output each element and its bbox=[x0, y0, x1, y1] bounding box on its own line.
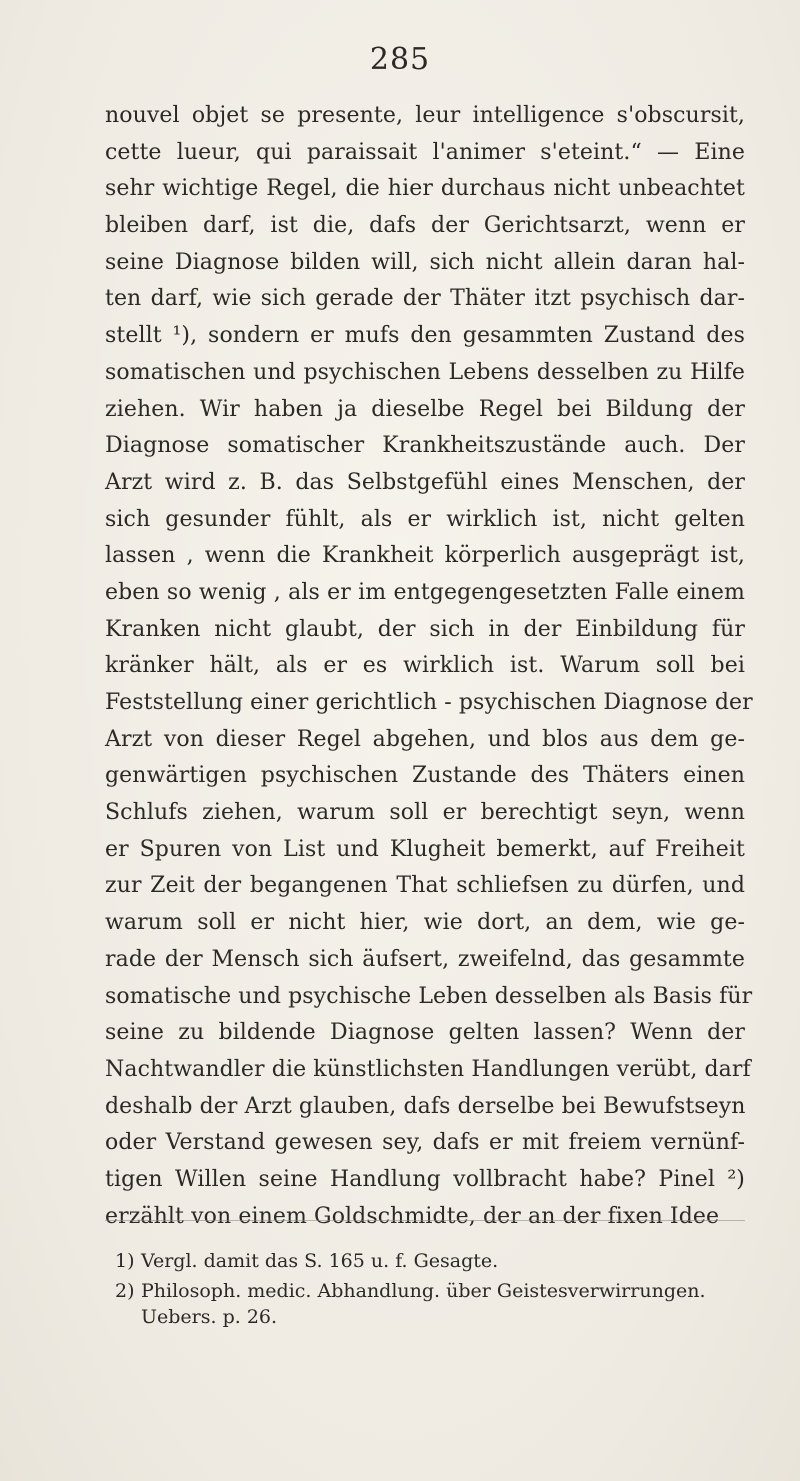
text-line: Nachtwandler die künstlichsten Handlungen verübt, darf bbox=[105, 1056, 751, 1082]
text-line: kränker hält, als er es wirklich ist. Warum soll bei bbox=[105, 653, 745, 679]
text-line: Feststellung einer gerichtlich - psychischen Diagnose der bbox=[105, 690, 753, 715]
text-line: tigen Willen seine Handlung vollbracht habe? Pinel ²) bbox=[105, 1166, 745, 1192]
text-line: erzählt von einem Goldschmidte, der an der fixen Idee bbox=[105, 1203, 720, 1229]
text-line: nouvel objet se presente, leur intelligence s'obscursit, bbox=[105, 103, 745, 128]
text-line: somatischen und psychischen Lebens desselben zu Hilfe bbox=[105, 359, 745, 385]
footnote-text: Uebers. p. 26. bbox=[141, 1306, 278, 1328]
footnote-text: Philosoph. medic. Abhandlung. über Geistesverwirrungen. bbox=[141, 1280, 706, 1302]
text-line: seine zu bildende Diagnose gelten lassen? Wenn der bbox=[105, 1020, 745, 1046]
text-line: ten darf, wie sich gerade der Thäter itzt psychisch dar- bbox=[105, 286, 745, 312]
text-line: Schlufs ziehen, warum soll er berechtigt seyn, wenn bbox=[105, 800, 745, 826]
footnotes bbox=[115, 1248, 745, 1330]
body-text bbox=[105, 98, 753, 1235]
text-line: somatische und psychische Leben desselben als Basis für bbox=[105, 983, 753, 1009]
text-line: deshalb der Arzt glauben, dafs derselbe bei Bewufstseyn bbox=[105, 1093, 746, 1119]
text-line: oder Verstand gewesen sey, dafs er mit freiem vernünf- bbox=[105, 1130, 745, 1156]
page-number: 285 bbox=[369, 42, 431, 77]
text-line: sich gesunder fühlt, als er wirklich ist, nicht gelten bbox=[105, 506, 745, 532]
text-line: eben so wenig , als er im entgegengesetzten Falle einem bbox=[105, 579, 745, 605]
text-line: lassen , wenn die Krankheit körperlich ausgeprägt ist, bbox=[105, 543, 745, 569]
text-line: rade der Mensch sich äufsert, zweifelnd, das gesammte bbox=[105, 946, 745, 972]
text-line: stellt ¹), sondern er mufs den gesammten Zustand des bbox=[105, 323, 745, 349]
footnote-marker: 1) bbox=[115, 1250, 135, 1272]
text-line: seine Diagnose bilden will, sich nicht allein daran hal- bbox=[105, 249, 745, 275]
text-line: Diagnose somatischer Krankheitszustände auch. Der bbox=[105, 433, 745, 459]
text-line: Arzt wird z. B. das Selbstgefühl eines Menschen, der bbox=[105, 469, 745, 495]
text-line: Arzt von dieser Regel abgehen, und blos aus dem ge- bbox=[105, 726, 745, 752]
text-line: bleiben darf, ist die, dafs der Gerichtsarzt, wenn er bbox=[105, 213, 745, 239]
text-line: Kranken nicht glaubt, der sich in der Einbildung für bbox=[105, 616, 745, 642]
footnote-divider bbox=[105, 1220, 745, 1221]
text-line: genwärtigen psychischen Zustande des Thäters einen bbox=[105, 763, 745, 789]
footnote-marker: 2) bbox=[115, 1280, 135, 1302]
footnote bbox=[115, 1278, 745, 1330]
footnote bbox=[115, 1248, 745, 1274]
footnote-text: Vergl. damit das S. 165 u. f. Gesagte. bbox=[141, 1250, 499, 1272]
text-line: sehr wichtige Regel, die hier durchaus nicht unbeachtet bbox=[105, 176, 745, 202]
text-line: zur Zeit der begangenen That schliefsen zu dürfen, und bbox=[105, 873, 745, 899]
text-line: cette lueur, qui paraissait l'animer s'eteint.“ — Eine bbox=[105, 139, 745, 165]
text-line: warum soll er nicht hier, wie dort, an dem, wie ge- bbox=[105, 910, 745, 936]
text-line: er Spuren von List und Klugheit bemerkt, auf Freiheit bbox=[105, 836, 745, 862]
text-line: ziehen. Wir haben ja dieselbe Regel bei Bildung der bbox=[105, 396, 745, 422]
